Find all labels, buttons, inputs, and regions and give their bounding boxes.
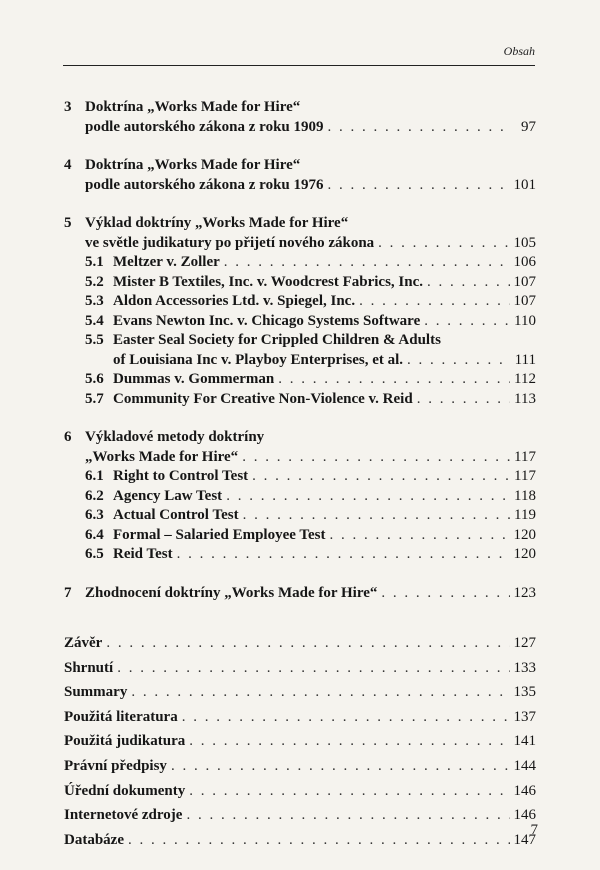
page-number: 111 <box>514 351 536 368</box>
dot-leader <box>131 680 509 705</box>
dot-leader <box>242 448 510 468</box>
toc-entry <box>64 156 536 176</box>
dot-leader <box>417 390 510 410</box>
page-number: 106 <box>513 254 536 270</box>
section-number: 6.2 <box>85 487 104 504</box>
dot-leader <box>252 467 510 487</box>
dot-leader <box>171 754 510 779</box>
page-number: 113 <box>514 390 536 407</box>
section-title: Aldon Accessories Ltd. v. Spiegel, Inc. <box>113 293 356 309</box>
toc-entry <box>64 214 536 234</box>
dot-leader <box>328 118 510 138</box>
section-title: Meltzer v. Zoller <box>113 254 220 270</box>
section-title: Právní předpisy <box>64 757 167 774</box>
toc-subentry-5-3 <box>64 292 536 312</box>
chapter-number: 3 <box>64 99 72 115</box>
page-number: 117 <box>514 468 536 484</box>
toc-section-judikatura <box>64 729 536 754</box>
section-title-cont: of Louisiana Inc v. Playboy Enterprises, et al. <box>113 351 404 368</box>
page-number: 97 <box>521 118 536 135</box>
section-title: Mister B Textiles, Inc. v. Woodcrest Fabrics, Inc. <box>113 273 423 290</box>
dot-leader <box>224 253 510 273</box>
page-number: 147 <box>513 831 536 848</box>
toc-entry <box>64 428 536 448</box>
dot-leader <box>378 234 509 254</box>
folio-page-number: 7 <box>530 822 538 838</box>
section-title: Reid Test <box>113 546 173 562</box>
dot-leader <box>182 705 510 730</box>
dot-leader <box>177 545 510 565</box>
section-number: 6.1 <box>85 468 104 484</box>
toc-section-summary <box>64 680 536 705</box>
section-number: 6.4 <box>85 526 104 543</box>
section-number: 6.5 <box>85 546 104 562</box>
dot-leader <box>117 656 509 681</box>
page-number: 107 <box>513 293 536 309</box>
dot-leader <box>407 351 510 371</box>
dot-leader <box>186 803 509 828</box>
dot-leader <box>243 506 510 526</box>
toc-entry <box>64 234 536 254</box>
dot-leader <box>189 729 509 754</box>
page-number: 123 <box>513 584 536 601</box>
section-title: Dummas v. Gommerman <box>113 371 275 387</box>
toc-entry <box>64 118 536 138</box>
dot-leader <box>189 779 509 804</box>
dot-leader <box>106 631 509 656</box>
page-number: 110 <box>514 312 536 329</box>
page-number: 120 <box>513 546 536 562</box>
toc-entry <box>64 448 536 468</box>
toc-subentry-5-4 <box>64 312 536 332</box>
chapter-title: Doktrína „Works Made for Hire“ <box>85 157 301 173</box>
page-number: 144 <box>513 757 536 774</box>
page-number: 127 <box>513 635 536 651</box>
section-title: Databáze <box>64 831 124 848</box>
toc-section-literatura <box>64 705 536 730</box>
page-number: 146 <box>513 782 536 799</box>
chapter-title-cont: „Works Made for Hire“ <box>85 448 239 465</box>
toc-subentry-6-2 <box>64 487 536 507</box>
page-number: 119 <box>514 507 536 523</box>
toc-section-zaver <box>64 631 536 656</box>
toc-subentry-6-4 <box>64 526 536 546</box>
toc-subentry-6-5 <box>64 545 536 565</box>
toc-entry <box>64 98 536 118</box>
dot-leader <box>128 828 510 853</box>
toc-entry <box>64 584 536 604</box>
page-number: 118 <box>514 487 536 504</box>
dot-leader <box>381 584 509 604</box>
toc-section-predpisy <box>64 754 536 779</box>
running-header <box>63 44 535 66</box>
section-title: Agency Law Test <box>113 487 223 504</box>
toc-back-matter <box>64 631 536 852</box>
section-number: 5.2 <box>85 273 104 290</box>
section-title: Easter Seal Society for Crippled Children & Adults <box>113 332 441 348</box>
toc-subentry-5-7 <box>64 390 536 410</box>
section-title: Shrnutí <box>64 659 114 676</box>
section-title: Right to Control Test <box>113 468 249 484</box>
chapter-title-cont: podle autorského zákona z roku 1909 <box>85 118 324 135</box>
section-number: 5.5 <box>85 332 104 348</box>
section-number: 6.3 <box>85 507 104 523</box>
toc-subentry-6-1 <box>64 467 536 487</box>
page-number: 135 <box>513 684 536 701</box>
section-number: 5.1 <box>85 254 104 270</box>
page-number: 112 <box>514 371 536 387</box>
section-title: Internetové zdroje <box>64 807 183 824</box>
toc-section-dokumenty <box>64 779 536 804</box>
page-number: 117 <box>514 448 536 465</box>
page-number: 146 <box>513 807 536 824</box>
chapter-number: 5 <box>64 215 72 231</box>
page-number: 105 <box>513 234 536 251</box>
toc-subentry-6-3 <box>64 506 536 526</box>
page-number: 101 <box>513 176 536 193</box>
page-number: 141 <box>513 733 536 750</box>
page-number: 133 <box>513 659 536 676</box>
section-title: Použitá literatura <box>64 708 178 725</box>
toc-subentry-5-2 <box>64 273 536 293</box>
chapter-number: 6 <box>64 429 72 445</box>
page-number: 107 <box>513 273 536 290</box>
toc-subentry-5-1 <box>64 253 536 273</box>
section-number: 5.3 <box>85 293 104 309</box>
toc-subentry-5-5-cont <box>64 351 536 371</box>
section-title: Použitá judikatura <box>64 733 186 750</box>
section-title: Actual Control Test <box>113 507 239 523</box>
section-title: Závěr <box>64 635 103 651</box>
chapter-number: 7 <box>64 584 72 601</box>
page-number: 120 <box>513 526 536 543</box>
toc-section-zdroje <box>64 803 536 828</box>
header-section-title: Obsah <box>503 44 535 58</box>
chapter-title-cont: ve světle judikatury po přijetí nového zákona <box>85 234 375 251</box>
toc-chapter-3 <box>64 98 536 137</box>
chapter-title-cont: podle autorského zákona z roku 1976 <box>85 176 324 193</box>
toc-section-shrnuti <box>64 656 536 681</box>
dot-leader <box>427 273 510 293</box>
toc-section-databaze <box>64 828 536 853</box>
dot-leader <box>424 312 510 332</box>
toc-subentry-5-5 <box>64 331 536 351</box>
chapter-title: Doktrína „Works Made for Hire“ <box>85 99 301 115</box>
section-title: Formal – Salaried Employee Test <box>113 526 326 543</box>
page-number: 137 <box>513 708 536 725</box>
section-number: 5.4 <box>85 312 104 329</box>
chapter-title: Zhodnocení doktríny „Works Made for Hire“ <box>85 584 378 601</box>
section-number: 5.7 <box>85 390 104 407</box>
dot-leader <box>226 487 510 507</box>
table-of-contents <box>64 98 536 852</box>
toc-chapter-7 <box>64 584 536 604</box>
toc-chapter-5 <box>64 214 536 409</box>
chapter-title: Výkladové metody doktríny <box>85 429 265 445</box>
dot-leader <box>359 292 509 312</box>
toc-subentry-5-6 <box>64 370 536 390</box>
chapter-number: 4 <box>64 157 72 173</box>
section-number: 5.6 <box>85 371 104 387</box>
dot-leader <box>328 176 510 196</box>
toc-chapter-4 <box>64 156 536 195</box>
section-title: Community For Creative Non-Violence v. Reid <box>113 390 413 407</box>
toc-chapter-6 <box>64 428 536 565</box>
dot-leader <box>330 526 510 546</box>
chapter-title: Výklad doktríny „Works Made for Hire“ <box>85 215 349 231</box>
section-title: Evans Newton Inc. v. Chicago Systems Software <box>113 312 421 329</box>
section-title: Úřední dokumenty <box>64 782 186 799</box>
section-title: Summary <box>64 684 128 701</box>
dot-leader <box>278 370 510 390</box>
toc-entry <box>64 176 536 196</box>
